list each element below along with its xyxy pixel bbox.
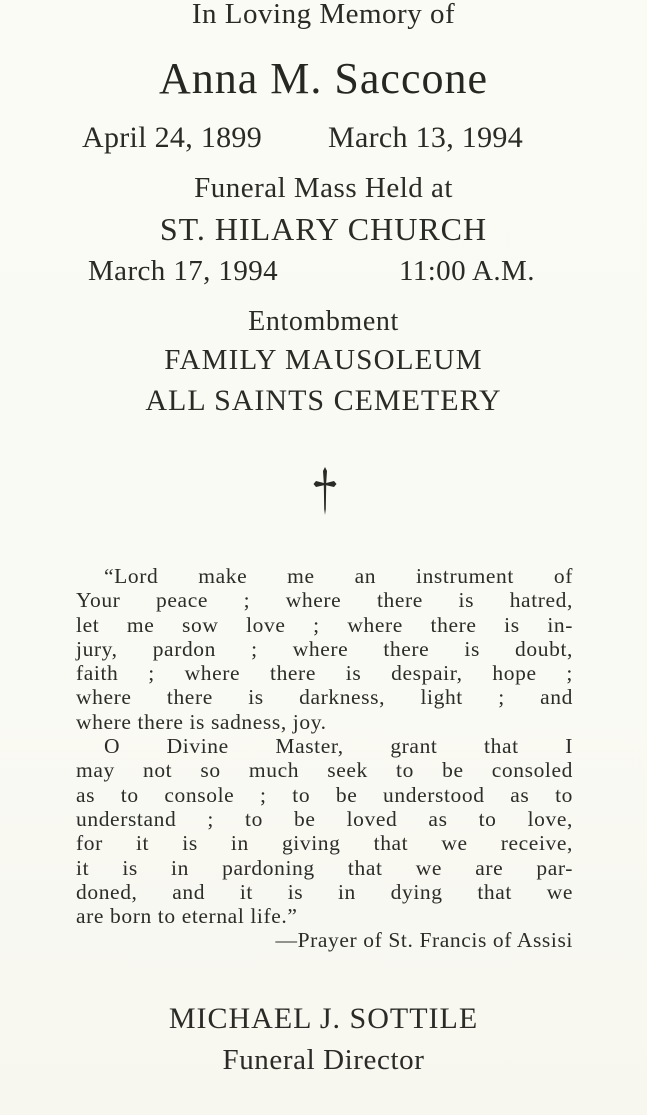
- prayer-line: for it is in giving that we receive,: [76, 831, 573, 856]
- prayer-attribution: —Prayer of St. Francis of Assisi: [275, 928, 573, 953]
- cemetery-name: ALL SAINTS CEMETERY: [145, 384, 502, 417]
- prayer-text: [76, 564, 573, 953]
- memorial-header: In Loving Memory of: [191, 0, 456, 30]
- prayer-line: it is in pardoning that we are par-: [76, 855, 573, 880]
- entombment-place: FAMILY MAUSOLEUM: [164, 344, 483, 376]
- prayer-line: doned, and it is in dying that we: [76, 879, 573, 904]
- prayer-line: may not so much seek to be consoled: [76, 758, 573, 783]
- prayer-line: are born to eternal life.”: [76, 904, 298, 929]
- prayer-line: understand ; to be loved as to love,: [76, 806, 573, 831]
- prayer-line: Your peace ; where there is hatred,: [76, 588, 573, 613]
- mass-date: March 17, 1994: [88, 255, 279, 287]
- prayer-line: O Divine Master, grant that I: [104, 734, 573, 759]
- funeral-director-title: Funeral Director: [222, 1044, 425, 1076]
- prayer-line: where there is darkness, light ; and: [76, 685, 573, 710]
- birth-date: April 24, 1899: [82, 121, 263, 154]
- cross-icon: [312, 465, 338, 517]
- mass-label: Funeral Mass Held at: [194, 172, 453, 204]
- prayer-line: let me sow love ; where there is in-: [76, 612, 573, 637]
- funeral-director-name: MICHAEL J. SOTTILE: [168, 1002, 479, 1035]
- deceased-name: Anna M. Saccone: [158, 54, 488, 103]
- prayer-line: as to console ; to be understood as to: [76, 782, 573, 807]
- death-date: March 13, 1994: [328, 121, 523, 154]
- prayer-line: where there is sadness, joy.: [76, 709, 327, 734]
- prayer-line: “Lord make me an instrument of: [104, 564, 573, 588]
- prayer-line: jury, pardon ; where there is doubt,: [76, 636, 573, 661]
- prayer-line: faith ; where there is despair, hope ;: [76, 661, 573, 686]
- entombment-label: Entombment: [248, 306, 399, 337]
- church-name: ST. HILARY CHURCH: [159, 211, 488, 247]
- mass-time: 11:00 A.M.: [399, 255, 535, 287]
